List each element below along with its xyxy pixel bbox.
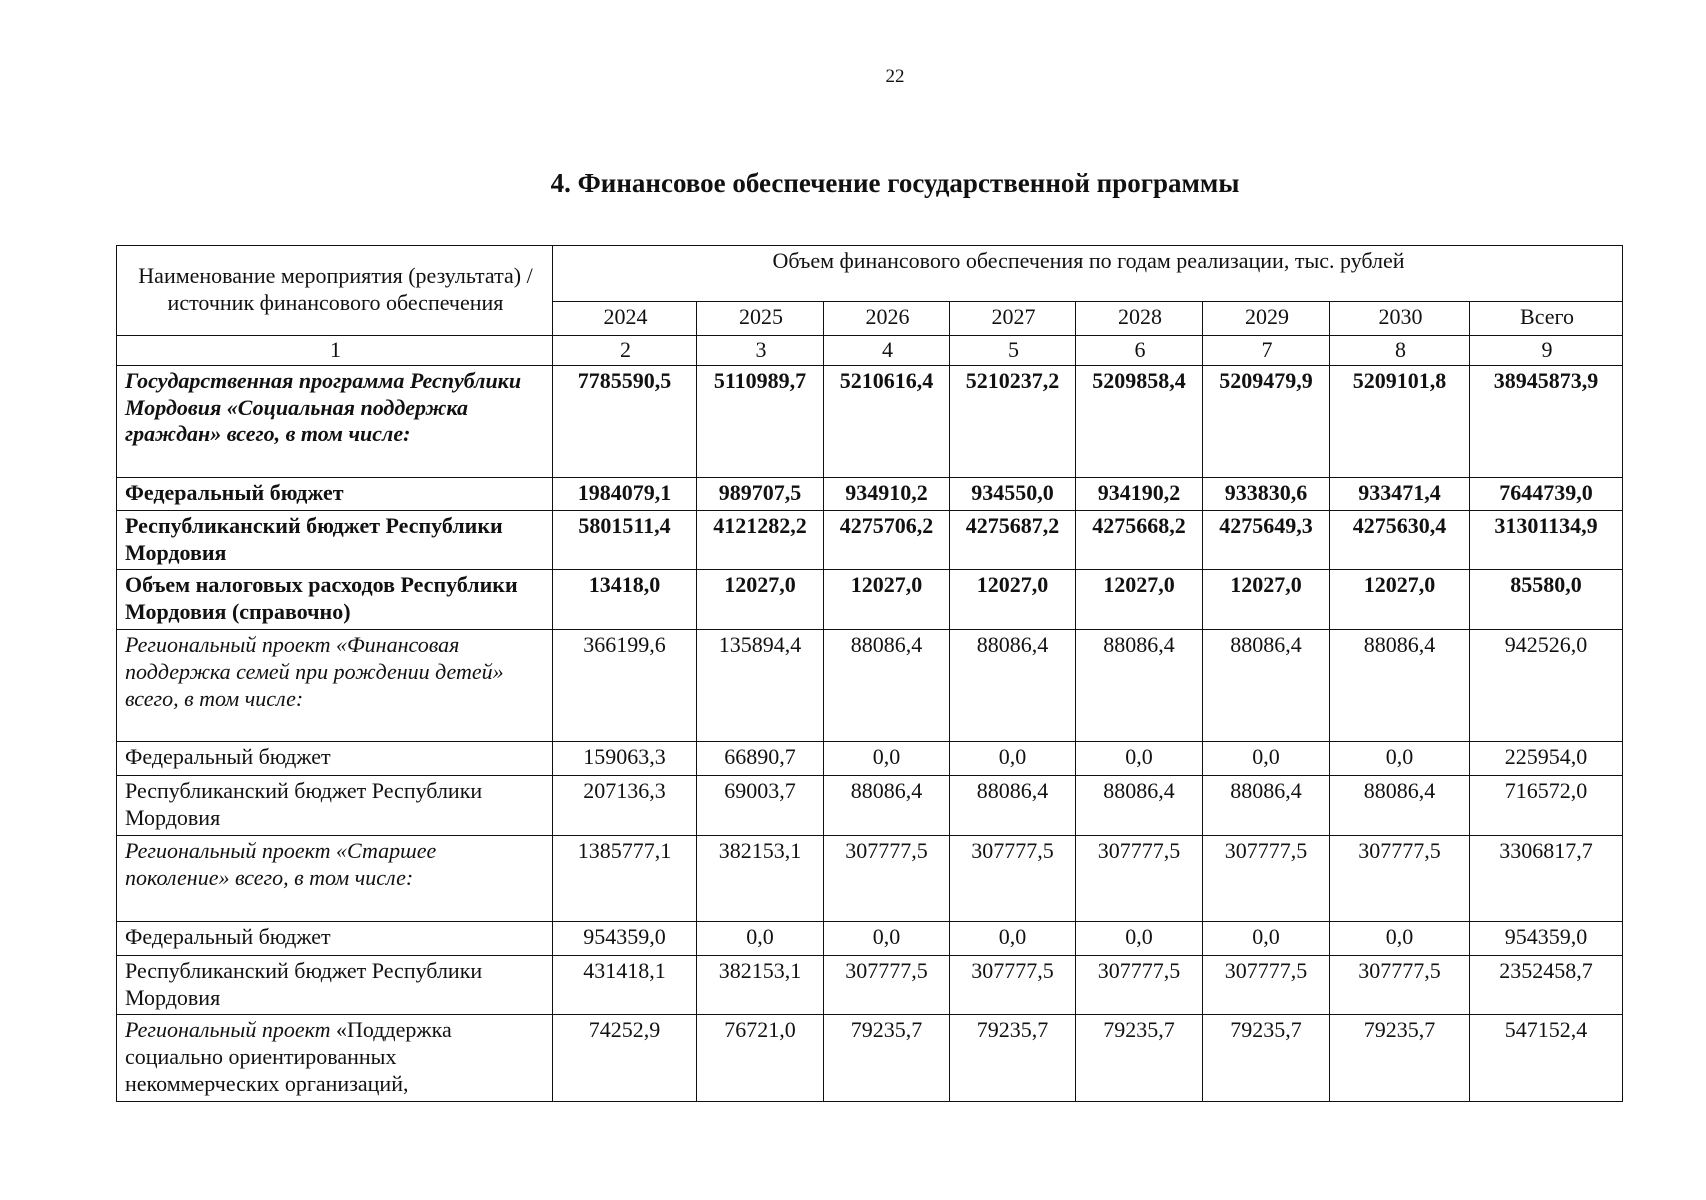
row-value-cell: 88086,4 (1076, 630, 1203, 742)
year-header: 2028 (1076, 302, 1203, 336)
row-name-cell (117, 742, 553, 776)
row-value-cell: 12027,0 (950, 570, 1076, 630)
row-name: Республиканский бюджет Республики Мордовия (125, 957, 483, 1010)
year-header: 2024 (553, 302, 697, 336)
column-number: 4 (824, 336, 950, 366)
row-value-cell: 4121282,2 (697, 510, 824, 570)
row-value-cell: 12027,0 (1203, 570, 1330, 630)
row-value-cell: 0,0 (1203, 921, 1330, 955)
table-body (117, 336, 1623, 1102)
row-name: «Поддержка социально ориентированных некоммерческих организаций, (125, 1017, 452, 1097)
row-name-italic: Региональный проект (125, 1017, 336, 1043)
row-name-italic: Региональный проект «Финансовая поддержка семей при рождении детей» всего, в том числе: (125, 632, 504, 711)
row-name: Государственная программа Республики Мордовия «Социальная поддержка граждан» всего, в том числе: (125, 367, 522, 447)
row-value-cell: 307777,5 (950, 835, 1076, 921)
row-value-cell: 76721,0 (697, 1015, 824, 1101)
row-name: Объем налоговых расходов Республики Мордовия (справочно) (125, 572, 518, 625)
row-value-cell: 12027,0 (824, 570, 950, 630)
row-name-cell (117, 477, 553, 510)
row-value-cell: 431418,1 (553, 955, 697, 1015)
column-numbers-row (117, 336, 1623, 366)
row-value-cell: 4275649,3 (1203, 510, 1330, 570)
table-row (117, 955, 1623, 1015)
row-name-cell (117, 776, 553, 836)
row-name-cell (117, 921, 553, 955)
financing-table (116, 245, 1623, 1102)
row-value-cell: 1984079,1 (553, 477, 697, 510)
table-row (117, 570, 1623, 630)
row-total-cell: 225954,0 (1470, 742, 1623, 776)
row-value-cell: 954359,0 (553, 921, 697, 955)
row-value-cell: 307777,5 (824, 955, 950, 1015)
row-value-cell: 12027,0 (697, 570, 824, 630)
year-header: 2029 (1203, 302, 1330, 336)
column-number: 3 (697, 336, 824, 366)
row-name-cell (117, 835, 553, 921)
table-row (117, 630, 1623, 742)
row-value-cell: 307777,5 (1330, 835, 1470, 921)
row-value-cell: 0,0 (950, 742, 1076, 776)
page-number: 22 (885, 66, 905, 87)
row-value-cell: 0,0 (1076, 742, 1203, 776)
total-header: Всего (1470, 302, 1623, 336)
row-name-cell (117, 365, 553, 477)
year-header: 2027 (950, 302, 1076, 336)
header-volume: Объем финансового обеспечения по годам реализации, тыс. рублей (553, 246, 1623, 302)
table-row (117, 776, 1623, 836)
table-row (117, 1015, 1623, 1101)
row-value-cell: 934910,2 (824, 477, 950, 510)
row-value-cell: 933830,6 (1203, 477, 1330, 510)
row-name: Республиканский бюджет Республики Мордовия (125, 778, 483, 830)
row-value-cell: 4275668,2 (1076, 510, 1203, 570)
table-row (117, 835, 1623, 921)
row-name-cell (117, 1015, 553, 1101)
row-total-cell: 38945873,9 (1470, 365, 1623, 477)
row-value-cell: 12027,0 (1330, 570, 1470, 630)
row-value-cell: 79235,7 (824, 1015, 950, 1101)
row-value-cell: 79235,7 (1203, 1015, 1330, 1101)
row-value-cell: 88086,4 (1203, 630, 1330, 742)
table-row (117, 921, 1623, 955)
column-number: 2 (553, 336, 697, 366)
year-header: 2026 (824, 302, 950, 336)
row-name-italic: Региональный проект «Старшее поколение» всего, в том числе: (125, 837, 437, 890)
row-value-cell: 5210616,4 (824, 365, 950, 477)
row-value-cell: 79235,7 (1076, 1015, 1203, 1101)
row-total-cell: 547152,4 (1470, 1015, 1623, 1101)
row-value-cell: 207136,3 (553, 776, 697, 836)
row-value-cell: 88086,4 (824, 776, 950, 836)
row-value-cell: 382153,1 (697, 835, 824, 921)
row-name-cell (117, 510, 553, 570)
row-value-cell: 5209479,9 (1203, 365, 1330, 477)
row-value-cell: 88086,4 (950, 630, 1076, 742)
row-value-cell: 307777,5 (824, 835, 950, 921)
row-value-cell: 5209101,8 (1330, 365, 1470, 477)
row-value-cell: 307777,5 (950, 955, 1076, 1015)
row-value-cell: 88086,4 (824, 630, 950, 742)
row-name: Федеральный бюджет (125, 479, 344, 505)
table-row (117, 365, 1623, 477)
year-header: 2030 (1330, 302, 1470, 336)
row-name-cell (117, 630, 553, 742)
row-name: Федеральный бюджет (125, 923, 331, 949)
row-name: Федеральный бюджет (125, 744, 331, 770)
row-value-cell: 88086,4 (1076, 776, 1203, 836)
row-value-cell: 5209858,4 (1076, 365, 1203, 477)
row-total-cell: 716572,0 (1470, 776, 1623, 836)
row-value-cell: 366199,6 (553, 630, 697, 742)
row-value-cell: 88086,4 (950, 776, 1076, 836)
row-value-cell: 0,0 (1203, 742, 1330, 776)
row-value-cell: 382153,1 (697, 955, 824, 1015)
row-value-cell: 0,0 (1330, 742, 1470, 776)
row-value-cell: 0,0 (1330, 921, 1470, 955)
row-value-cell: 933471,4 (1330, 477, 1470, 510)
row-value-cell: 1385777,1 (553, 835, 697, 921)
row-total-cell: 2352458,7 (1470, 955, 1623, 1015)
row-value-cell: 4275687,2 (950, 510, 1076, 570)
row-value-cell: 66890,7 (697, 742, 824, 776)
row-value-cell: 307777,5 (1203, 835, 1330, 921)
table-row (117, 742, 1623, 776)
row-value-cell: 307777,5 (1330, 955, 1470, 1015)
row-total-cell: 31301134,9 (1470, 510, 1623, 570)
row-total-cell: 954359,0 (1470, 921, 1623, 955)
row-value-cell: 0,0 (950, 921, 1076, 955)
row-value-cell: 307777,5 (1076, 835, 1203, 921)
row-value-cell: 0,0 (824, 742, 950, 776)
row-total-cell: 942526,0 (1470, 630, 1623, 742)
row-value-cell: 4275630,4 (1330, 510, 1470, 570)
row-value-cell: 0,0 (1076, 921, 1203, 955)
column-number: 5 (950, 336, 1076, 366)
section-title: 4. Финансовое обеспечение государственной программы (550, 168, 1240, 198)
row-value-cell: 5110989,7 (697, 365, 824, 477)
column-number: 7 (1203, 336, 1330, 366)
row-value-cell: 135894,4 (697, 630, 824, 742)
row-name-cell (117, 570, 553, 630)
row-value-cell: 88086,4 (1203, 776, 1330, 836)
row-value-cell: 159063,3 (553, 742, 697, 776)
column-number: 6 (1076, 336, 1203, 366)
row-value-cell: 88086,4 (1330, 776, 1470, 836)
row-name: Республиканский бюджет Республики Мордовия (125, 512, 503, 565)
row-value-cell: 307777,5 (1076, 955, 1203, 1015)
row-total-cell: 7644739,0 (1470, 477, 1623, 510)
row-value-cell: 934190,2 (1076, 477, 1203, 510)
year-header: 2025 (697, 302, 824, 336)
row-value-cell: 12027,0 (1076, 570, 1203, 630)
row-total-cell: 85580,0 (1470, 570, 1623, 630)
row-value-cell: 74252,9 (553, 1015, 697, 1101)
row-name-cell (117, 955, 553, 1015)
row-value-cell: 88086,4 (1330, 630, 1470, 742)
table-row (117, 477, 1623, 510)
column-number: 8 (1330, 336, 1470, 366)
row-value-cell: 0,0 (697, 921, 824, 955)
column-number: 1 (117, 336, 553, 366)
row-value-cell: 79235,7 (1330, 1015, 1470, 1101)
table-row (117, 510, 1623, 570)
row-value-cell: 0,0 (824, 921, 950, 955)
row-value-cell: 934550,0 (950, 477, 1076, 510)
row-total-cell: 3306817,7 (1470, 835, 1623, 921)
column-number: 9 (1470, 336, 1623, 366)
row-value-cell: 989707,5 (697, 477, 824, 510)
row-value-cell: 13418,0 (553, 570, 697, 630)
row-value-cell: 5210237,2 (950, 365, 1076, 477)
row-value-cell: 7785590,5 (553, 365, 697, 477)
row-value-cell: 79235,7 (950, 1015, 1076, 1101)
header-name: Наименование мероприятия (результата) / источник финансового обеспечения (117, 246, 553, 336)
row-value-cell: 307777,5 (1203, 955, 1330, 1015)
row-value-cell: 5801511,4 (553, 510, 697, 570)
row-value-cell: 69003,7 (697, 776, 824, 836)
row-value-cell: 4275706,2 (824, 510, 950, 570)
